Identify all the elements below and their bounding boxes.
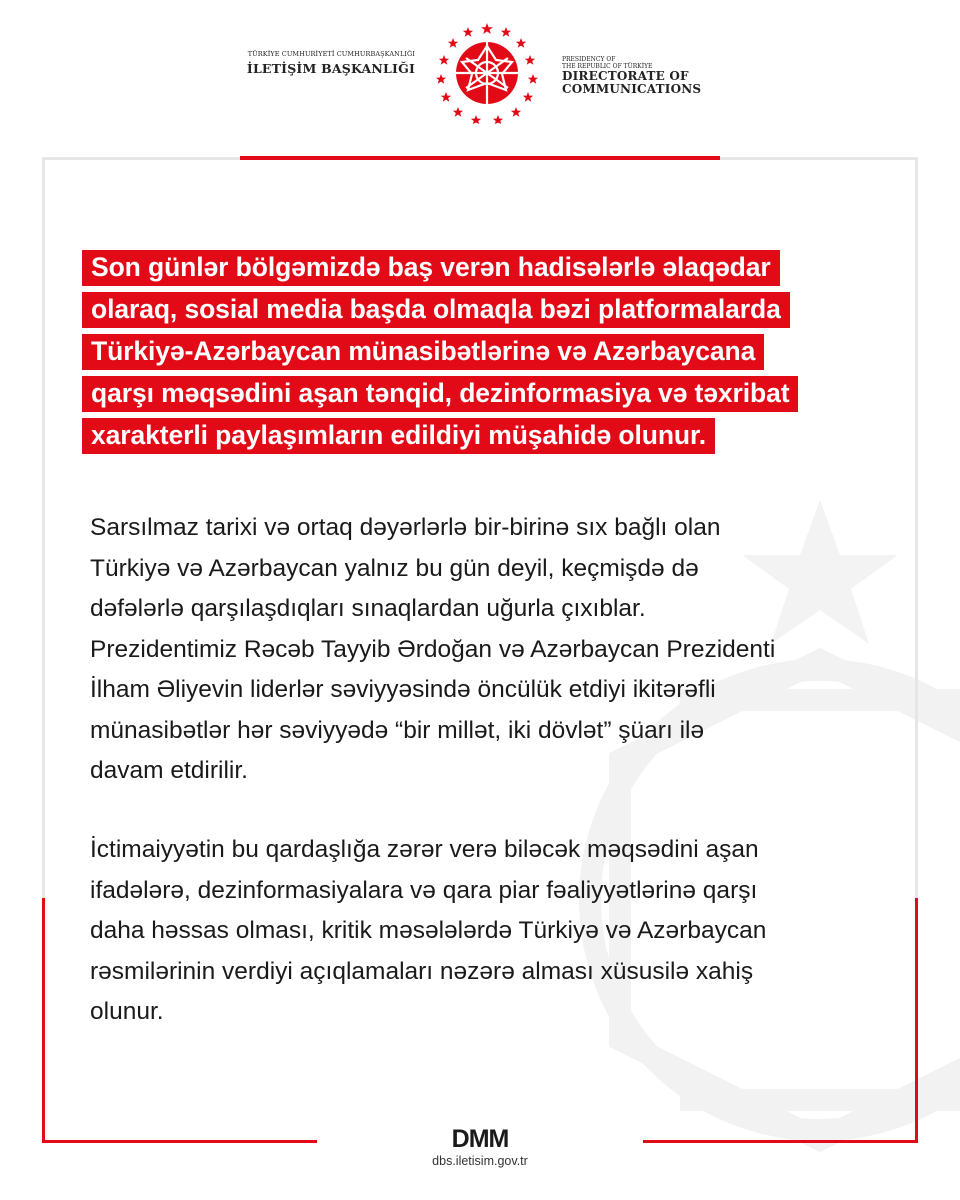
paragraph-line: Türkiyə və Azərbaycan yalnız bu gün deyil, keçmişdə də — [90, 554, 699, 582]
paragraph-line: dəfələrlə qarşılaşdıqları sınaqlardan uğurla çıxıblar. — [90, 595, 646, 622]
header-right-name-1: DIRECTORATE OF — [562, 69, 689, 83]
highlight-line: Son günlər bölgəmizdə baş verən hadisələrlə əlaqədar — [82, 250, 780, 286]
highlighted-statement — [82, 250, 872, 460]
highlight-line: qarşı məqsədini aşan tənqid, dezinformasiya və təxribat — [82, 376, 798, 412]
highlight-line: olaraq, sosial media başda olmaqla bəzi platformalarda — [82, 292, 790, 328]
header-right-subtitle-1: PRESIDENCY OF — [562, 56, 616, 63]
highlight-line: Türkiyə-Azərbaycan münasibətlərinə və Azərbaycana — [82, 334, 764, 370]
body-paragraph-2 — [90, 830, 880, 1033]
paragraph-line: davam etdirilir. — [90, 757, 248, 784]
presidency-emblem-icon — [436, 22, 538, 124]
paragraph-line: ifadələrə, dezinformasiyalara və qara piar fəaliyyətlərinə qarşı — [90, 876, 758, 904]
paragraph-line: Sarsılmaz tarixi və ortaq dəyərlərlə bir-birinə sıx bağlı olan — [90, 514, 721, 541]
header-left-title — [247, 50, 415, 76]
header-right-name-2: COMMUNICATIONS — [562, 82, 702, 96]
paragraph-line: İlham Əliyevin liderlər səviyyəsində öncülük etdiyi ikitərəfli — [90, 676, 716, 703]
header-left-name: İLETİŞİM BAŞKANLIĞI — [246, 61, 415, 76]
paragraph-line: daha həssas olması, kritik məsələlərdə Türkiyə və Azərbaycan — [90, 917, 767, 944]
frame-left-accent — [42, 898, 45, 1143]
paragraph-line: İctimaiyyətin bu qardaşlığa zərər verə biləcək məqsədini aşan — [90, 836, 759, 863]
footer — [380, 1126, 580, 1168]
frame-bottom-left-accent — [42, 1140, 317, 1143]
header-left-subtitle: TÜRKİYE CUMHURİYETİ CUMHURBAŞKANLIĞI — [247, 50, 415, 58]
header — [0, 0, 960, 150]
paragraph-line: Prezidentimiz Rəcəb Tayyib Ərdoğan və Azərbaycan Prezidenti — [90, 635, 776, 663]
highlight-line: xarakterli paylaşımların edildiyi müşahidə olunur. — [82, 418, 715, 454]
frame-bottom-right-accent — [643, 1140, 918, 1143]
frame-right-accent — [915, 898, 918, 1143]
frame-top-accent — [240, 156, 720, 160]
footer-url[interactable]: dbs.iletisim.gov.tr — [432, 1154, 528, 1168]
header-right-title — [562, 56, 701, 96]
body-paragraph-1 — [90, 508, 880, 792]
dmm-logo: DMM — [451, 1125, 509, 1153]
header-right-subtitle-2: THE REPUBLIC OF TÜRKİYE — [562, 63, 653, 70]
paragraph-line: olunur. — [90, 998, 164, 1025]
paragraph-line: münasibətlər hər səviyyədə “bir millət, iki dövlət” şüarı ilə — [90, 716, 705, 744]
paragraph-line: rəsmilərinin verdiyi açıqlamaları nəzərə alması xüsusilə xahiş — [90, 957, 754, 985]
